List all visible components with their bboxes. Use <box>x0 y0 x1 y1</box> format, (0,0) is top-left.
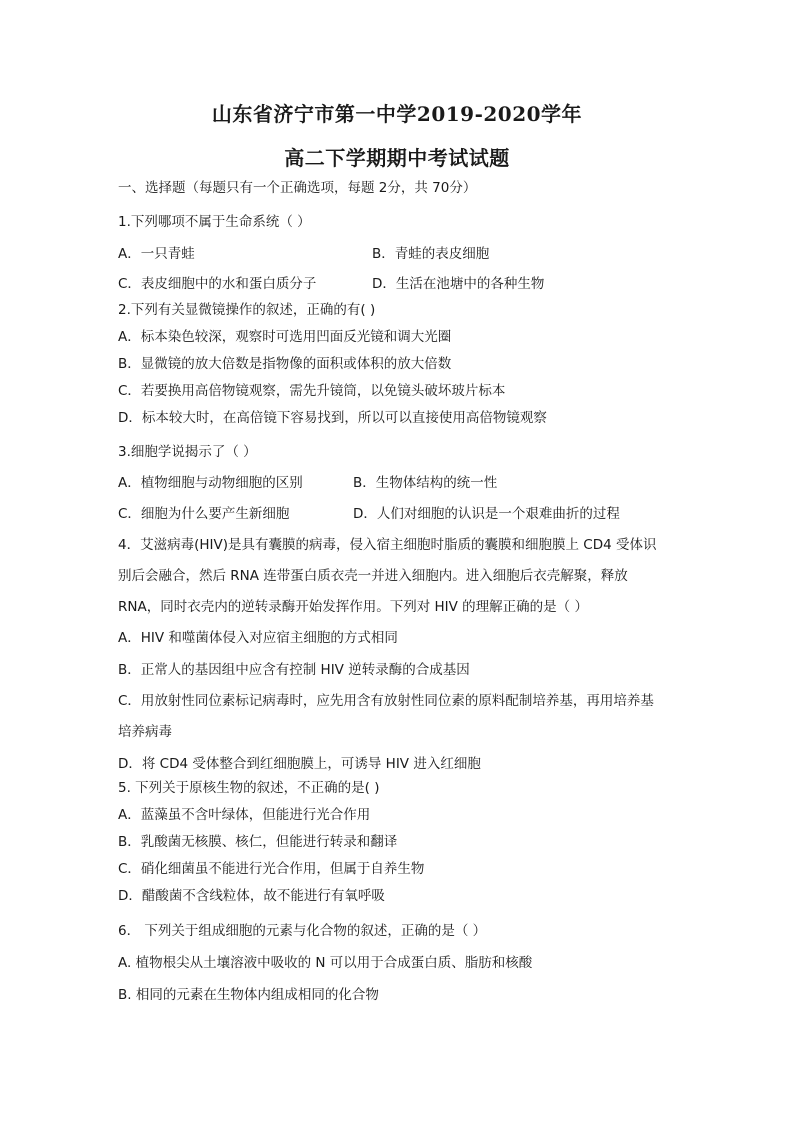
question-4-option-b: B．正常人的基因组中应含有控制 HIV 逆转录酶的合成基因 <box>118 662 470 678</box>
question-4-stem-line-2: 别后会融合，然后 RNA 连带蛋白质衣壳一并进入细胞内。进入细胞后衣壳解聚，释放 <box>118 568 628 584</box>
question-6-option-a: A. 植物根尖从土壤溶液中吸收的 N 可以用于合成蛋白质、脂肪和核酸 <box>118 955 533 971</box>
question-2-option-a: A．标本染色较深，观察时可选用凹面反光镜和调大光圈 <box>118 329 452 345</box>
question-1-option-d: D．生活在池塘中的各种生物 <box>372 276 545 292</box>
question-3-stem: 3.细胞学说揭示了（ ） <box>118 444 257 460</box>
question-3-option-b: B．生物体结构的统一性 <box>353 475 498 491</box>
question-6-option-b: B. 相同的元素在生物体内组成相同的化合物 <box>118 987 379 1003</box>
exam-title: 山东省济宁市第一中学2019-2020学年 <box>211 102 583 126</box>
question-3-option-a: A．植物细胞与动物细胞的区别 <box>118 475 303 491</box>
question-4-stem-line-3: RNA，同时衣壳内的逆转录酶开始发挥作用。下列对 HIV 的理解正确的是（ ） <box>118 599 588 615</box>
question-4-option-c-line-2: 培养病毒 <box>118 724 172 740</box>
question-5-option-a: A．蓝藻虽不含叶绿体，但能进行光合作用 <box>118 807 371 823</box>
question-2-stem: 2.下列有关显微镜操作的叙述，正确的有( ) <box>118 302 376 318</box>
question-4-option-c-line-1: C．用放射性同位素标记病毒时，应先用含有放射性同位素的原料配制培养基，再用培养基 <box>118 693 654 709</box>
question-4-option-a: A．HIV 和噬菌体侵入对应宿主细胞的方式相同 <box>118 630 398 646</box>
question-5-option-c: C．硝化细菌虽不能进行光合作用，但属于自养生物 <box>118 861 425 877</box>
question-3-option-d: D．人们对细胞的认识是一个艰难曲折的过程 <box>353 506 620 522</box>
question-5-stem: 5. 下列关于原核生物的叙述，不正确的是( ) <box>118 780 380 796</box>
exam-subtitle: 高二下学期期中考试试题 <box>284 146 510 170</box>
question-5-option-d: D．醋酸菌不含线粒体，故不能进行有氧呼吸 <box>118 888 385 904</box>
question-1-option-c: C．表皮细胞中的水和蛋白质分子 <box>118 276 317 292</box>
question-1-option-b: B．青蛙的表皮细胞 <box>372 246 490 262</box>
question-6-stem: 6． 下列关于组成细胞的元素与化合物的叙述，正确的是（ ） <box>118 923 487 939</box>
question-4-option-d: D．将 CD4 受体整合到红细胞膜上，可诱导 HIV 进入红细胞 <box>118 756 481 772</box>
question-2-option-c: C．若要换用高倍物镜观察，需先升镜筒，以免镜头破坏玻片标本 <box>118 383 506 399</box>
question-4-stem-line-1: 4．艾滋病毒(HIV)是具有囊膜的病毒，侵入宿主细胞时脂质的囊膜和细胞膜上 CD4 受体识 <box>118 537 657 553</box>
question-1-option-a: A．一只青蛙 <box>118 246 195 262</box>
question-1-stem: 1.下列哪项不属于生命系统（ ） <box>118 214 311 230</box>
question-3-option-c: C．细胞为什么要产生新细胞 <box>118 506 290 522</box>
question-5-option-b: B．乳酸菌无核膜、核仁，但能进行转录和翻译 <box>118 834 398 850</box>
question-2-option-b: B．显微镜的放大倍数是指物像的面积或体积的放大倍数 <box>118 356 452 372</box>
section-heading: 一、选择题（每题只有一个正确选项，每题 2分，共 70分） <box>118 180 477 196</box>
question-2-option-d: D．标本较大时，在高倍镜下容易找到，所以可以直接使用高倍物镜观察 <box>118 410 547 426</box>
